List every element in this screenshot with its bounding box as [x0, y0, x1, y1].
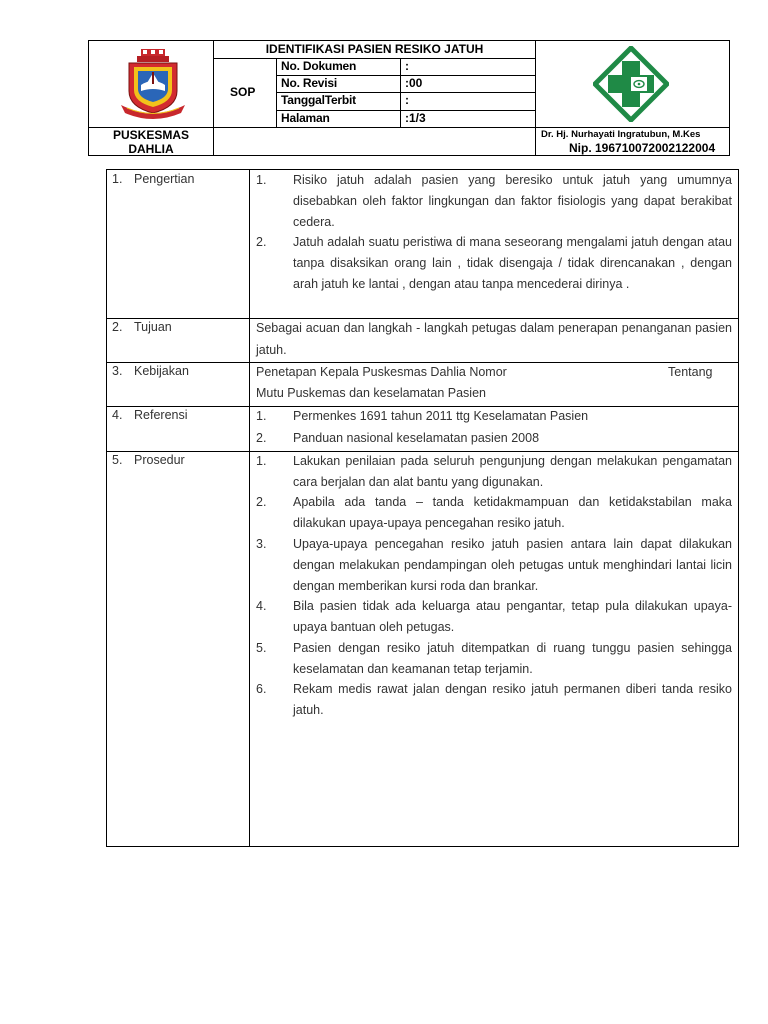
kebijakan-text: Penetapan Kepala Puskesmas Dahlia Nomor	[256, 365, 507, 379]
sop-content-table	[106, 169, 739, 847]
kebijakan-tentang: Tentang	[668, 365, 713, 379]
section-label-pengertian: 1. Pengertian	[112, 172, 195, 186]
meta-value-halaman: :1/3	[405, 111, 426, 125]
meta-label-tanggal-terbit: TanggalTerbit	[281, 93, 356, 107]
meta-value-no-revisi: :00	[405, 76, 423, 90]
puskesmas-cross-logo-icon	[593, 46, 669, 122]
referensi-item: 2. Panduan nasional keselamatan pasien 2008	[256, 431, 540, 445]
referensi-item: 1. Permenkes 1691 tahun 2011 ttg Keselamatan Pasien	[256, 409, 589, 423]
meta-label-no-dokumen: No. Dokumen	[281, 59, 357, 73]
document-title: IDENTIFIKASI PASIEN RESIKO JATUH	[265, 42, 484, 56]
meta-label-no-revisi: No. Revisi	[281, 76, 338, 90]
tujuan-text: Sebagai acuan dan langkah - langkah petugas dalam penerapan penanganan pasien jatuh.	[256, 321, 732, 357]
meta-value-no-dokumen: :	[405, 59, 409, 73]
prosedur-item: 4. Bila pasien tidak ada keluarga atau pengantar, tetap pula dilakukan upaya-upaya bantuan oleh petugas.	[256, 599, 732, 634]
meta-label-halaman: Halaman	[281, 111, 330, 125]
prosedur-item: 2. Apabila ada tanda – tanda ketidakmampuan dan ketidakstabilan maka dilakukan upaya-upaya pencegahan resiko jatuh.	[256, 495, 732, 530]
sop-label: SOP	[230, 85, 256, 99]
meta-value-tanggal-terbit: :	[405, 93, 409, 107]
pengertian-item: 1. Risiko jatuh adalah pasien yang beresiko untuk jatuh yang umumnya disebabkan oleh faktor lingkungan dan faktor fisiologis yang dapat berakibat cedera.	[256, 173, 732, 229]
section-label-tujuan: 2. Tujuan	[112, 320, 172, 334]
prosedur-item: 3. Upaya-upaya pencegahan resiko jatuh pasien antara lain dapat dilakukan dengan melakukan pendampingan oleh petugas untuk menghindari lantai licin dengan memberikan kursi roda dan brankar.	[256, 537, 732, 593]
section-label-prosedur: 5. Prosedur	[112, 453, 185, 467]
document-header	[88, 40, 730, 156]
org-name-line2: DAHLIA	[128, 142, 174, 156]
kebijakan-text-line2: Mutu Puskemas dan keselamatan Pasien	[256, 386, 486, 400]
org-name-line1: PUSKESMAS	[112, 128, 189, 142]
pengertian-item: 2. Jatuh adalah suatu peristiwa di mana seseorang mengalami jatuh dengan atau tanpa disaksikan orang lain , tidak disengaja / tidak direncanakan , dengan arah jatuh ke lantai , dengan atau tanpa mencederai dirinya .	[256, 235, 732, 291]
signer-nip: Nip. 196710072002122004	[569, 141, 716, 155]
signer-name: Dr. Hj. Nurhayati Ingratubun, M.Kes	[541, 129, 701, 140]
prosedur-item: 1. Lakukan penilaian pada seluruh pengunjung dengan melakukan pengamatan cara berjalan dan alat bantu yang digunakan.	[256, 454, 732, 489]
section-label-kebijakan: 3. Kebijakan	[112, 364, 189, 378]
prosedur-item: 6. Rekam medis rawat jalan dengan resiko jatuh permanen diberi tanda resiko jatuh.	[256, 682, 732, 717]
regional-emblem-icon	[119, 47, 187, 119]
section-label-referensi: 4. Referensi	[112, 408, 188, 422]
prosedur-item: 5. Pasien dengan resiko jatuh ditempatkan di ruang tunggu pasien sehingga keselamatan dan keamanan tetap terjamin.	[256, 641, 732, 676]
